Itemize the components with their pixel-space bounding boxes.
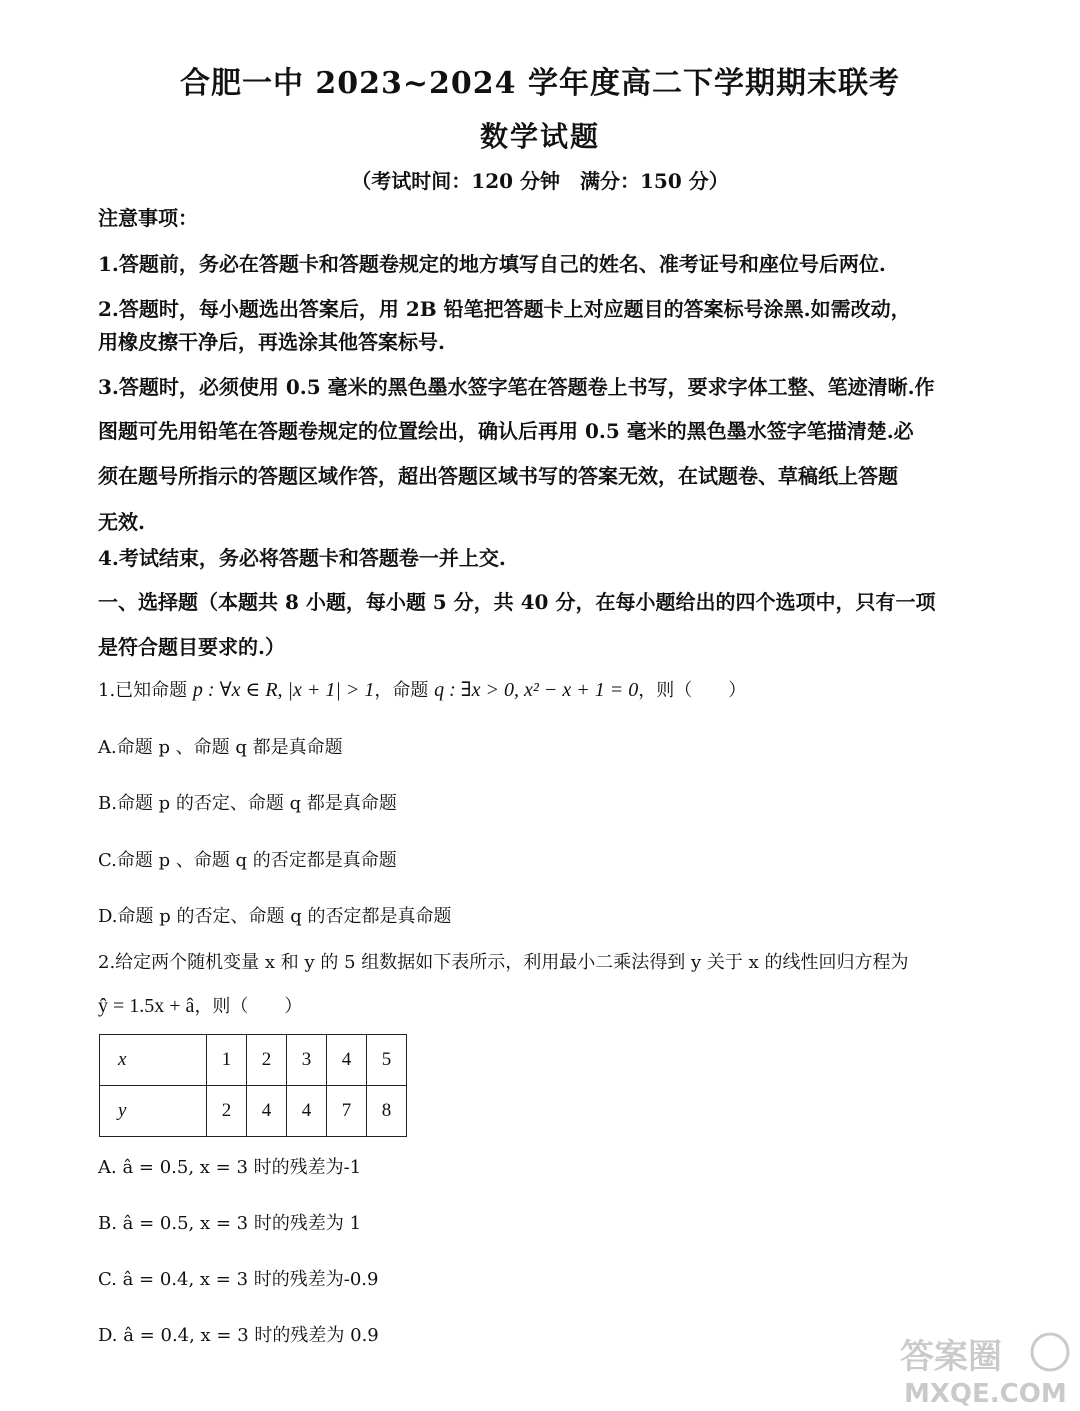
q1-mid: ，命题: [374, 680, 435, 701]
section-heading-line-2: 是符合题目要求的.）: [98, 635, 285, 659]
table-row: [100, 1035, 407, 1086]
table-cell: 2: [207, 1086, 247, 1137]
q1-option-a: A.命题 p 、命题 q 都是真命题: [98, 737, 343, 758]
notice-item-4: 4.考试结束，务必将答题卡和答题卷一并上交.: [98, 546, 506, 570]
exam-subject: 数学试题: [479, 120, 600, 153]
question-2-equation-line: [98, 992, 302, 1018]
section-heading-line-1: 一、选择题（本题共 8 小题，每小题 5 分，共 40 分，在每小题给出的四个选项中，只有一项: [98, 590, 936, 614]
q2-option-c: C. â = 0.4, x = 3 时的残差为-0.9: [98, 1269, 379, 1290]
watermark-text: 答案圈: [900, 1337, 1002, 1377]
q1-suffix: ，则（ ）: [638, 680, 747, 701]
q2-option-b: B. â = 0.5, x = 3 时的残差为 1: [98, 1213, 362, 1234]
q1-option-d: D.命题 p 的否定、命题 q 的否定都是真命题: [98, 906, 452, 927]
table-cell: 1: [207, 1035, 247, 1086]
table-cell: 4: [287, 1086, 327, 1137]
notice-item-3-line-2: 图题可先用铅笔在答题卷规定的位置绘出，确认后再用 0.5 毫米的黑色墨水签字笔描清楚.必: [98, 419, 914, 443]
q1-prefix: 1.已知命题: [98, 680, 193, 701]
table-cell: 2: [247, 1035, 287, 1086]
table-cell: 4: [247, 1086, 287, 1137]
exam-title: 合肥一中 2023~2024 学年度高二下学期期末联考: [179, 66, 901, 101]
question-1-stem: [98, 676, 746, 702]
table-cell: 3: [287, 1035, 327, 1086]
table-cell: 8: [367, 1086, 407, 1137]
table-cell: 4: [327, 1035, 367, 1086]
table-cell: 5: [367, 1035, 407, 1086]
table-row: [100, 1086, 407, 1137]
q1-proposition-q: q : ∃x > 0, x² − x + 1 = 0: [434, 679, 639, 701]
notice-item-2-line-1: 2.答题时，每小题选出答案后，用 2B 铅笔把答题卡上对应题目的答案标号涂黑.如需改动，: [98, 297, 911, 321]
notice-item-3-line-3: 须在题号所指示的答题区域作答，超出答题区域书写的答案无效，在试题卷、草稿纸上答题: [98, 464, 898, 488]
watermark-logo: [900, 1330, 1075, 1408]
data-table: [99, 1034, 407, 1137]
notice-item-3-line-4: 无效.: [98, 510, 145, 534]
q1-option-b: B.命题 p 的否定、命题 q 都是真命题: [98, 793, 397, 814]
table-cell: 7: [327, 1086, 367, 1137]
notice-heading: 注意事项：: [98, 206, 198, 230]
row-label-y: y: [100, 1086, 207, 1137]
notice-item-1: 1.答题前，务必在答题卡和答题卷规定的地方填写自己的姓名、准考证号和座位号后两位.: [98, 252, 886, 276]
row-label-x: x: [100, 1035, 207, 1086]
q2-option-a: A. â = 0.5, x = 3 时的残差为-1: [98, 1157, 362, 1178]
q1-proposition-p: p : ∀x ∈ R, |x + 1| > 1: [192, 679, 375, 701]
exam-info: （考试时间：120 分钟 满分：150 分）: [351, 169, 729, 193]
notice-item-2-line-2: 用橡皮擦干净后，再选涂其他答案标号.: [98, 330, 445, 354]
q2-equation: ŷ = 1.5x + â: [98, 995, 195, 1017]
q2-eq-suffix: ，则（ ）: [194, 996, 303, 1017]
q1-option-c: C.命题 p 、命题 q 的否定都是真命题: [98, 850, 397, 871]
notice-item-3-line-1: 3.答题时，必须使用 0.5 毫米的黑色墨水签字笔在答题卷上书写，要求字体工整、笔迹清晰.作: [98, 375, 935, 399]
question-2-stem: 2.给定两个随机变量 x 和 y 的 5 组数据如下表所示，利用最小二乘法得到 y 关于 x 的线性回归方程为: [98, 952, 909, 973]
watermark-url: MXQE.COM: [904, 1379, 1067, 1408]
q2-option-d: D. â = 0.4, x = 3 时的残差为 0.9: [98, 1325, 379, 1346]
